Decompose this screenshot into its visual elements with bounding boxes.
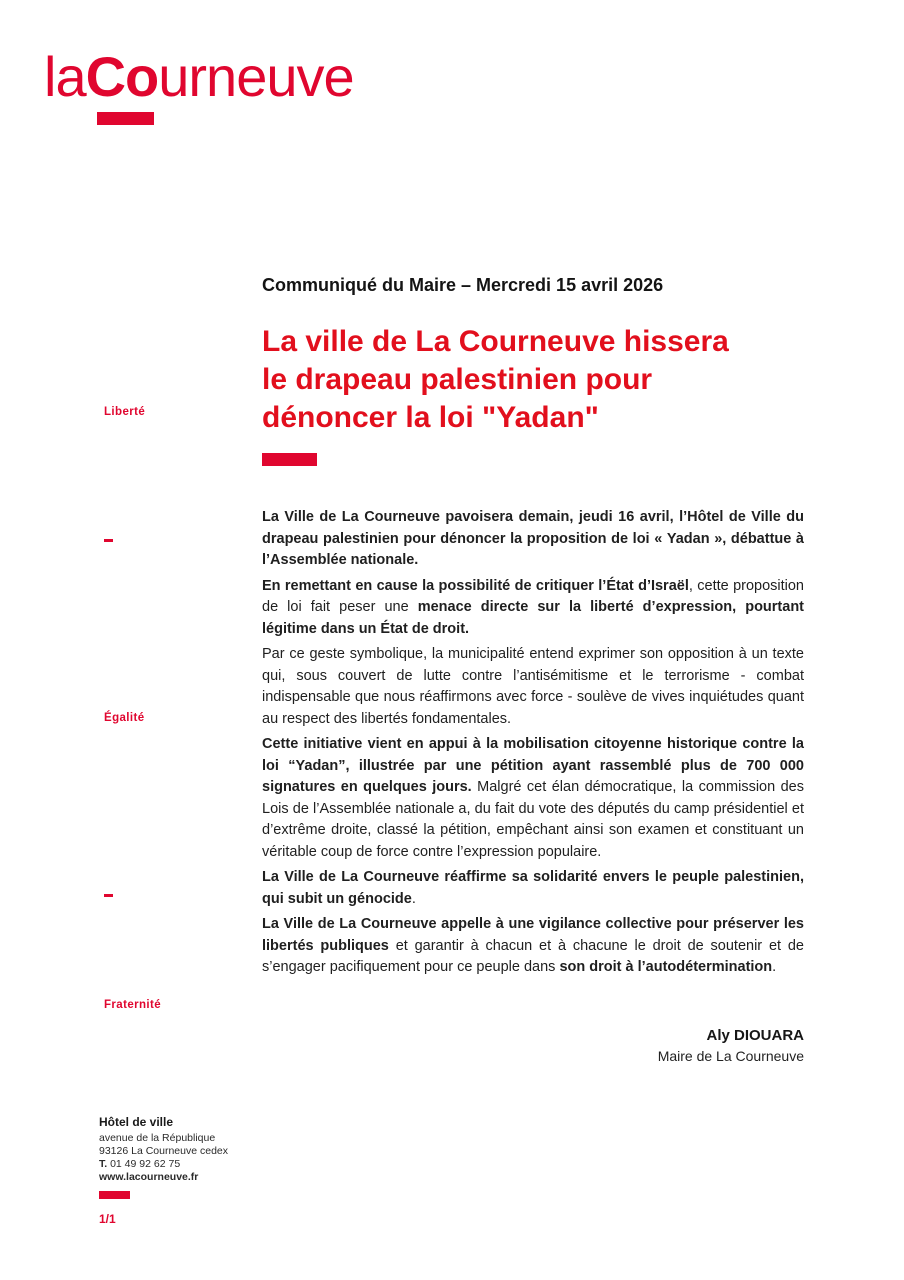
- title-underline-bar: [262, 453, 317, 466]
- margin-dash-icon: [104, 894, 113, 897]
- text-segment: Par ce geste symbolique, la municipalité entend exprimer son opposition à un texte qui, sous couvert de lutte contre l’antisémitisme et le terrorisme - combat indispensable que nous réaffirmons avec force - soulève de vives inquiétudes quant au respect des libertés fondamentales.: [262, 646, 804, 727]
- footer-phone-label: T.: [99, 1158, 108, 1170]
- text-segment: son droit à l’autodétermination: [559, 959, 773, 975]
- communique-heading: Communiqué du Maire – Mercredi 15 avril 2026: [262, 275, 664, 295]
- body-paragraph-3: [262, 644, 804, 730]
- footer-phone-number: 01 49 92 62 75: [107, 1158, 181, 1170]
- text-segment: Malgré cet élan démocratique, la commission des Lois de l’Assemblée nationale a, du fait du vote des députés du camp présidentiel et d’extrême droite, classé la pétition, empêchant ainsi son examen et constituant un véritable coup de force contre l’expression populaire.: [262, 779, 804, 860]
- logo-part-co: Co: [85, 45, 159, 108]
- footer-address-title: Hôtel de ville: [99, 1115, 174, 1129]
- motto-fraternite: Fraternité: [104, 999, 162, 1011]
- text-segment: La Ville de La Courneuve réaffirme sa solidarité envers le peuple palestinien, qui subit un génocide: [262, 869, 804, 907]
- logo-part-urneuve: urneuve: [158, 45, 354, 108]
- logo-underline-bar: [97, 112, 154, 125]
- text-segment: En remettant en cause la possibilité de critiquer l’État d’Israël: [262, 577, 689, 594]
- body-paragraph-4: [262, 734, 804, 863]
- main-column: [262, 275, 804, 1067]
- text-segment: Cette initiative vient en appui à la mobilisation citoyenne historique contre la loi “Yadan”, illustrée par une pétition ayant rassemblé plus de 700 000 signatures en quelques jours.: [262, 736, 804, 795]
- text-segment: et garantir à chacun et à chacune le droit de soutenir et de s’engager pacifiquement pour ce peuple dans: [262, 937, 804, 975]
- body-paragraph-6: [262, 914, 804, 979]
- logo-part-la: la: [44, 45, 86, 108]
- margin-dash-icon: [104, 539, 113, 542]
- text-segment: La Ville de La Courneuve appelle à une vigilance collective pour préserver les libertés publiques: [262, 916, 804, 954]
- title-line-1: La ville de La Courneuve hissera: [262, 325, 729, 358]
- body-paragraph-5: [262, 867, 804, 910]
- text-segment: .: [411, 890, 416, 907]
- title-line-2: le drapeau palestinien pour: [262, 363, 653, 396]
- la-courneuve-logo: [44, 45, 354, 108]
- logo-wordmark: [44, 45, 354, 108]
- footer-red-bar: [99, 1191, 130, 1199]
- footer-phone: [99, 1158, 228, 1171]
- body-copy: [262, 507, 804, 979]
- motto-egalite: Égalité: [104, 712, 145, 724]
- signature-role: Maire de La Courneuve: [657, 1047, 804, 1064]
- footer-address-line-2: 93126 La Courneuve cedex: [99, 1145, 229, 1157]
- signature-name: Aly DIOUARA: [706, 1026, 804, 1044]
- footer-website: www.lacourneuve.fr: [99, 1171, 199, 1183]
- text-segment: , cette proposition de loi fait peser une: [262, 577, 804, 615]
- title-line-3: dénoncer la loi "Yadan": [262, 401, 599, 434]
- body-paragraph-1: [262, 507, 804, 572]
- footer-address-line-1: avenue de la République: [99, 1132, 216, 1144]
- press-release-title: [262, 323, 804, 437]
- motto-liberte: Liberté: [104, 406, 146, 418]
- text-segment: La Ville de La Courneuve pavoisera demain, jeudi 16 avril, l’Hôtel de Ville du drapeau palestinien pour dénoncer la proposition de loi « Yadan », débattue à l’Assemblée nationale.: [262, 509, 804, 568]
- page-number: 1/1: [99, 1212, 116, 1226]
- body-paragraph-2: [262, 576, 804, 641]
- text-segment: menace directe sur la liberté d’expression, pourtant légitime dans un État de droit.: [262, 599, 805, 637]
- signature-block: [262, 1025, 804, 1067]
- text-segment: .: [772, 959, 777, 975]
- footer-address-block: [99, 1115, 228, 1226]
